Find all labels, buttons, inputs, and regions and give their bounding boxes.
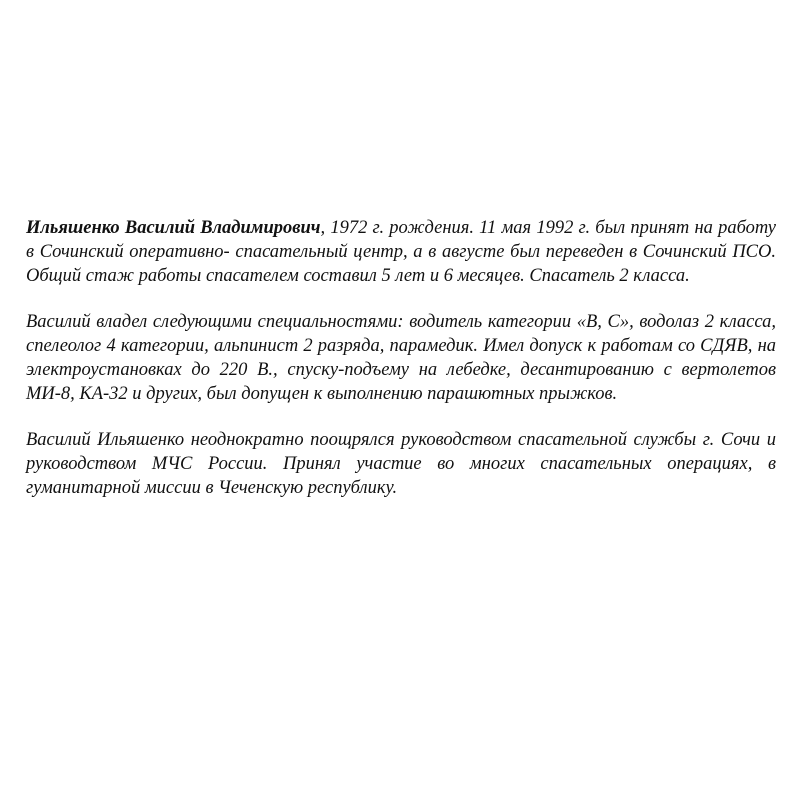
- paragraph-biography-text: , 1972 г. рождения. 11 мая 1992 г. был принят на работу в Сочинский оперативно- спасательный центр, а в августе был переведен в Сочинский ПСО. Общий стаж работы спасателем составил 5 лет и 6 месяцев. Спасатель 2 класса.: [26, 218, 776, 286]
- paragraph-biography: [26, 216, 776, 288]
- document-body: [26, 216, 776, 500]
- paragraph-specialties: Василий владел следующими специальностями: водитель категории «В, С», водолаз 2 класса, спелеолог 4 категории, альпинист 2 разряда, парамедик. Имел допуск к работам со СДЯВ, на электроустановках до 220 В., спуску-подъему на лебедке, десантированию с вертолетов МИ-8, КА-32 и других, был допущен к выполнению парашютных прыжков.: [26, 312, 776, 404]
- paragraph-awards: Василий Ильяшенко неоднократно поощрялся руководством спасательной службы г. Сочи и руководством МЧС России. Принял участие во многих спасательных операциях, в гуманитарной миссии в Чеченскую республику.: [26, 430, 776, 498]
- person-name: Ильяшенко Василий Владимирович: [26, 218, 321, 238]
